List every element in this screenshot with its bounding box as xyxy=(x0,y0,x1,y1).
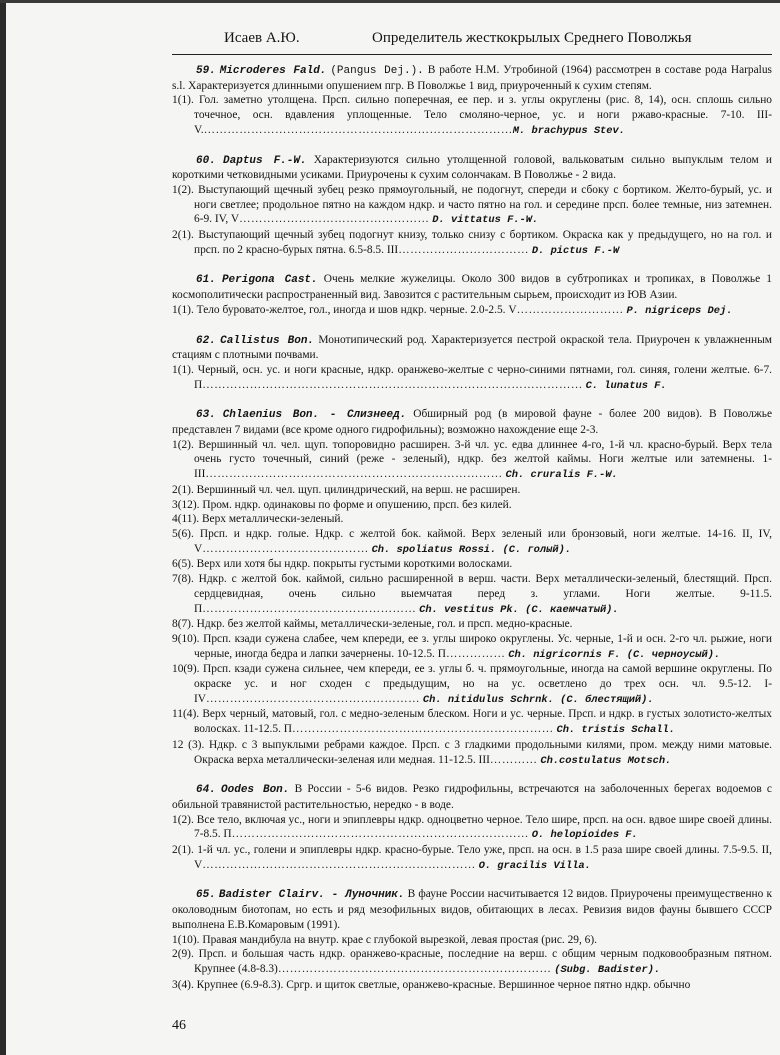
genus-name: Daptus F.-W. xyxy=(223,154,307,167)
section-61 xyxy=(172,272,772,318)
key-couplet: 1(2). Выступающий щечный зубец резко прямоугольный, не подогнут, спереди и сбоку с бортиком. Желто-бурый, ус. и ноги светлее; продольное пятно на каждом ндкр. и часто пятно на гол. и середине прсп. более темные, низ затемнен. 6-9. IV, V………………………………………… D. vittatus F.-W. xyxy=(172,183,772,227)
header-author: Исаев А.Ю. xyxy=(224,30,300,46)
genus-description: Обширный род (в мировой фауне - более 200 видов). В Поволжье представлен 7 видами (все кроме одного гидрофильны); возможно нахождение еще 2-3. xyxy=(172,408,772,437)
couplet-text: 5(6). Прсп. и ндкр. голые. Ндкр. с желтой бок. каймой. Верх зеленый или бронзовый, ноги желтые. 14-16. II, IV, V xyxy=(172,527,772,555)
section-59 xyxy=(172,63,772,139)
key-couplet: 1(1). Черный, осн. ус. и ноги красные, ндкр. оранжево-желтые с черно-синими пятнами, гол. синяя, голени желтые. 6-7. П…………………………………………………………………………………… C. lunatus F. xyxy=(172,363,772,392)
genus-synonym: (Pangus Dej.). xyxy=(330,65,424,77)
key-couplet: 4(11). Верх металлически-зеленый. xyxy=(172,513,344,526)
genus-name: Chlaenius Bon. - Слизнеед. xyxy=(222,409,407,422)
species-name: Ch. vestitus Pk. (С. каемчатый). xyxy=(419,603,619,616)
species-name: Ch. nigricornis F. (С. черноусый). xyxy=(508,648,721,661)
couplet-text: 2(9). Прсп. и большая часть ндкр. оранжево-красные, последние на верш. с общим черным подковообразным пятном. Крупнее (4.8-8.3) xyxy=(172,948,772,975)
species-name: (Subg. Badister). xyxy=(554,963,661,976)
section-64 xyxy=(172,782,772,873)
section-60 xyxy=(172,153,772,259)
genus-name: Microderes Fald. xyxy=(219,65,327,77)
key-couplet: 7(8). Ндкр. с желтой бок. каймой, сильно расширенной в верш. части. Верх металлически-зеленый, блестящий. Прсп. сердцевидная, очень сильно выемчатая перед з. углами. Ноги желтые. 9-11.5. П……………………………………………… Ch. vestitus Pk. (С. каемчатый). xyxy=(172,573,772,616)
key-couplet: 11(4). Верх черный, матовый, гол. с медно-зеленым блеском. Ноги и ус. черные. Прсп. и ндкр. в густых золотисто-желтых волосках. 11-12.5. П………………………………………………………… Ch. tristis Schall. xyxy=(172,708,772,737)
couplet-text: 1(1). Гол. заметно утолщена. Прсп. сильно поперечная, ее пер. и з. углы округлены (рис. 8, 14), осн. сплошь сильно точечное, осн. вдавления уплощенные. Тело смоляно-черное, ус. и ноги ржаво-красные. 7-10. III-V. xyxy=(172,94,772,136)
key-couplet: 2(9). Прсп. и большая часть ндкр. оранжево-красные, последние на верш. с общим черным подковообразным пятном. Крупнее (4.8-8.3)…………………………………………………………… (Subg. Badister). xyxy=(172,948,772,976)
species-name: C. lunatus F. xyxy=(585,379,667,392)
key-couplet: 1(10). Правая мандибула на внутр. крае с глубокой вырезкой, левая простая (рис. 29, 6). xyxy=(172,933,598,946)
key-couplet: 1(2). Все тело, включая ус., ноги и эпиплевры ндкр. одноцветно черное. Тело шире, прсп. на осн. вдвое шире своей длины. 7-8.5. П………………………………………………………………… O. helopioides F. xyxy=(172,813,772,842)
genus-name: Badister Clairv. - Луночник. xyxy=(218,889,405,902)
key-couplet: 3(12). Пром. ндкр. одинаковы по форме и опушению, прсп. без килей. xyxy=(172,498,512,511)
species-name: Ch. spoliatus Rossi. (С. голый). xyxy=(371,543,572,556)
key-couplet: 3(4). Крупнее (6.9-8.3). Сргр. и щиток светлые, оранжево-красные. Вершинное черное пятно ндкр. обычно xyxy=(172,978,691,991)
genus-number: 63. xyxy=(196,409,216,422)
genus-description: В фауне России насчитывается 12 видов. Приурочены преимущественно к околоводным биотопам, но есть и ряд мезофильных видов, обитающих в лесах. Ревизия видов фауны бывшего СССР выполнена Е.В.Комаровым (1991). xyxy=(172,888,772,931)
key-couplet: 9(10). Прсп. кзади сужена слабее, чем кпереди, ее з. углы широко округлены. Ус. черные, 1-й и осн. 2-го чл. рыжие, ноги черные, иногда бедра и лапки зачернены. 10-12.5. П…………… Ch. nigricornis F. (С. черноусый). xyxy=(172,632,772,661)
genus-number: 65. xyxy=(196,889,216,902)
couplet-text: 1(2). Все тело, включая ус., ноги и эпиплевры ндкр. одноцветно черное. Тело шире, прсп. на осн. вдвое шире своей длины. 7-8.5. П xyxy=(172,813,772,841)
genus-description: Характеризуются сильно утолщенной головой, вальковатым сильно выпуклым телом и короткими четковидными усиками. Приурочены к сухим солончакам. В Поволжье - 2 вида. xyxy=(172,153,772,182)
species-name: O. gracilis Villa. xyxy=(478,859,591,872)
species-name: D. vittatus F.-W. xyxy=(432,214,539,227)
couplet-text: 7(8). Ндкр. с желтой бок. каймой, сильно расширенной в верш. части. Верх металлически-зеленый, блестящий. Прсп. сердцевидная, очень сильно выемчатая перед з. углами. Ноги желтые. 9-11.5. П xyxy=(172,573,772,615)
genus-number: 61. xyxy=(196,274,216,287)
species-name: Ch. cruralis F.-W. xyxy=(505,469,618,482)
couplet-text: 2(1). Выступающий щечный зубец подогнут книзу, только снизу с бортиком. Окраска как у предыдущего, но на гол. и прсп. по 2 красно-бурых пятна. 6.5-8.5. III xyxy=(172,229,772,256)
genus-description: Очень мелкие жужелицы. Около 300 видов в субтропиках и тропиках, в Поволжье 1 космополитически распространенный вид. Завозится с растительным сырьем, происходит из ЮВ Азии. xyxy=(172,273,772,302)
genus-number: 60. xyxy=(196,154,216,167)
section-62 xyxy=(172,333,772,394)
key-couplet: 6(5). Верх или хотя бы ндкр. покрыты густыми короткими волосками. xyxy=(172,558,513,571)
key-couplet: 2(1). Выступающий щечный зубец подогнут книзу, только снизу с бортиком. Окраска как у предыдущего, но на гол. и прсп. по 2 красно-бурых пятна. 6.5-8.5. III…………………………… D. pictus F.-W xyxy=(172,229,772,257)
genus-intro xyxy=(172,63,772,93)
running-header xyxy=(172,30,772,55)
key-couplet: 10(9). Прсп. кзади сужена сильнее, чем кпереди, ее з. углы б. ч. прямоугольные, иногда на самой вершине округлены. По окраске ус. и ног сходен с предыдущим, но на ус. осветлено до трех осн. чл. 9.5-12. I-IV……………………………………………… Ch. nitidulus Schrnk. (С. блестящий). xyxy=(172,663,772,706)
genus-name: Perigona Cast. xyxy=(221,274,318,287)
genus-name: Callistus Bon. xyxy=(220,334,315,347)
couplet-text: 1(2). Вершинный чл. чел. щуп. топоровидно расширен. 3-й чл. ус. едва длиннее 4-го, 1-й чл. красно-бурый. Верх тела очень густо точечный, синий (реже - зеленый), ндкр. без желтой каймы. Ноги желтые или затемнены. 1-III xyxy=(172,438,772,481)
species-name: Ch. nitidulus Schrnk. (С. блестящий). xyxy=(422,693,654,706)
couplet-text: 1(1). Черный, осн. ус. и ноги красные, ндкр. оранжево-желтые с черно-синими пятнами, гол. синяя, голени желтые. 6-7. П xyxy=(172,363,772,391)
genus-description: Монотипический род. Характеризуется пестрой окраской тела. Приурочен к увлажненным стациям с плотными почвами. xyxy=(172,333,772,362)
couplet-text: 1(2). Выступающий щечный зубец резко прямоугольный, не подогнут, спереди и сбоку с бортиком. Желто-бурый, ус. и ноги светлее; продольное пятно на каждом ндкр. и часто пятно на гол. и середине прсп. более темные, низ затемнен. 6-9. IV, V xyxy=(172,183,772,226)
genus-intro xyxy=(172,333,772,363)
genus-intro xyxy=(172,887,772,932)
genus-number: 64. xyxy=(196,784,216,797)
page-number: 46 xyxy=(172,1018,186,1033)
key-couplet: 2(1). Вершинный чл. чел. щуп. цилиндрический, на верш. не расширен. xyxy=(172,483,521,496)
genus-intro xyxy=(172,782,772,812)
couplet-text: 10(9). Прсп. кзади сужена сильнее, чем кпереди, ее з. углы б. ч. прямоугольные, иногда на самой вершине округлены. По окраске ус. и ног сходен с предыдущим, но на ус. осветлено до трех осн. чл. 9.5-12. I-IV xyxy=(172,663,772,705)
species-name: Ch. tristis Schall. xyxy=(556,724,675,737)
genus-intro xyxy=(172,407,772,437)
scan-edge xyxy=(0,0,6,1055)
genus-description: В работе Н.М. Утробиной (1964) рассмотрен в составе рода Harpalus s.l. Характеризуется длинными опушением пгр. В Поволжье 1 вид, приуроченный к сухим степям. xyxy=(172,64,772,92)
species-name: Ch.costulatus Motsch. xyxy=(540,754,672,767)
key-couplet: 12 (3). Ндкр. с 3 выпуклыми ребрами каждое. Прсп. с 3 гладкими продольными килями, пром. между ними матовые. Окраска верха металлически-зеленая или медная. 11-12.5. III………… Ch.costulatus Motsch. xyxy=(172,738,772,767)
key-couplet: 5(6). Прсп. и ндкр. голые. Ндкр. с желтой бок. каймой. Верх зеленый или бронзовый, ноги желтые. 14-16. II, IV, V…………………………………… Ch. spoliatus Rossi. (С. голый). xyxy=(172,527,772,556)
header-title: Определитель жесткокрылых Среднего Поволжья xyxy=(372,30,692,46)
key-couplet: 1(2). Вершинный чл. чел. щуп. топоровидно расширен. 3-й чл. ус. едва длиннее 4-го, 1-й чл. красно-бурый. Верх тела очень густо точечный, синий (реже - зеленый), ндкр. без желтой каймы. Ноги желтые или затемнены. 1-III………………………………………………………………… Ch. cruralis F.-W. xyxy=(172,438,772,482)
page-content xyxy=(172,63,772,992)
genus-number: 59. xyxy=(196,65,216,77)
couplet-text: 12 (3). Ндкр. с 3 выпуклыми ребрами каждое. Прсп. с 3 гладкими продольными килями, пром. между ними матовые. Окраска верха металлически-зеленая или медная. 11-12.5. III xyxy=(172,738,772,766)
section-65 xyxy=(172,887,772,992)
genus-intro xyxy=(172,153,772,183)
key-couplet: 8(7). Ндкр. без желтой каймы, металлически-зеленые, гол. и прсп. медно-красные. xyxy=(172,618,573,631)
couplet-text: 9(10). Прсп. кзади сужена слабее, чем кпереди, ее з. углы широко округлены. Ус. черные, 1-й и осн. 2-го чл. рыжие, ноги черные, иногда бедра и лапки зачернены. 10-12.5. П xyxy=(172,632,772,660)
key-couplet: 1(1). Гол. заметно утолщена. Прсп. сильно поперечная, ее пер. и з. углы округлены (рис. 8, 14), осн. сплошь сильно точечное, осн. вдавления уплощенные. Тело смоляно-черное, ус. и ноги ржаво-красные. 7-10. III-V.……………………………………………………………………M. brachypus Stev. xyxy=(172,94,772,137)
key-couplet: 2(1). 1-й чл. ус., голени и эпиплевры ндкр. красно-бурые. Тело уже, прсп. на осн. в 1.5 раза шире своей длины. 7.5-9.5. II, V…………………………………………………………… O. gracilis Villa. xyxy=(172,844,772,872)
section-63 xyxy=(172,407,772,768)
species-name: D. pictus F.-W xyxy=(531,244,620,257)
species-name: O. helopioides F. xyxy=(531,829,638,842)
species-name: M. brachypus Stev. xyxy=(512,124,626,137)
couplet-text: 1(1). Тело буровато-желтое, гол., иногда и шов ндкр. черные. 2.0-2.5. V xyxy=(172,303,517,316)
genus-intro xyxy=(172,272,772,302)
species-name: P. nigriceps Dej. xyxy=(626,304,733,317)
genus-name: Oodes Bon. xyxy=(221,784,290,797)
genus-description: В России - 5-6 видов. Резко гидрофильны, встречаются на заболоченных берегах водоемов с обильной травянистой растительностью, нередко - в воде. xyxy=(172,783,772,811)
couplet-text: 2(1). 1-й чл. ус., голени и эпиплевры ндкр. красно-бурые. Тело уже, прсп. на осн. в 1.5 раза шире своей длины. 7.5-9.5. II, V xyxy=(172,844,772,871)
couplet-text: 11(4). Верх черный, матовый, гол. с медно-зеленым блеском. Ноги и ус. черные. Прсп. и ндкр. в густых золотисто-желтых волосках. 11-12.5. П xyxy=(172,708,772,736)
key-couplet: 1(1). Тело буровато-желтое, гол., иногда и шов ндкр. черные. 2.0-2.5. V……………………… P. nigriceps Dej. xyxy=(172,303,733,317)
scan-edge-top xyxy=(0,0,780,3)
genus-number: 62. xyxy=(196,334,216,347)
